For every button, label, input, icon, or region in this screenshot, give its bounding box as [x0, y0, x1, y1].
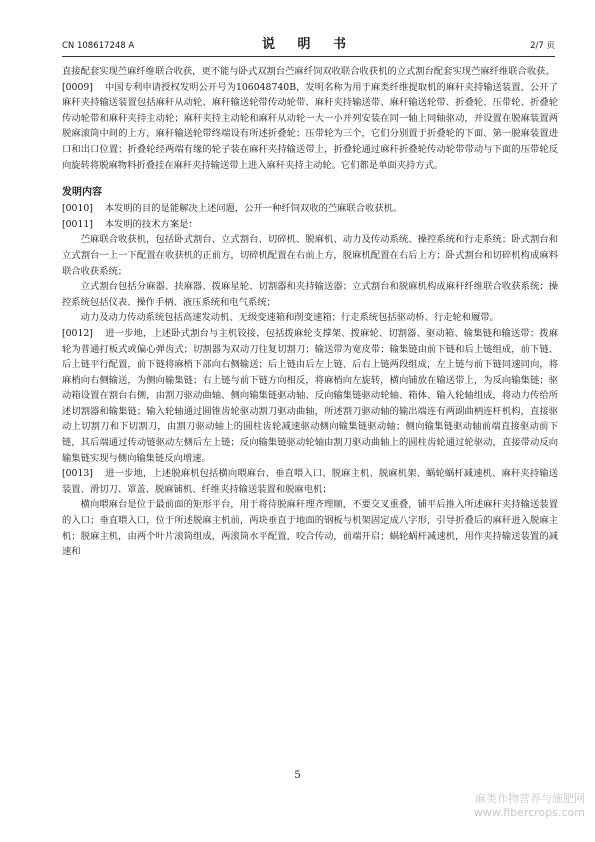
paragraph-0013: [0013] 进一步地，上述脱麻机包括横向喂麻台、垂直喂入口、脱麻主机、脱麻机架、蜗轮蜗杆减速机、麻秆夹持输送装置、滑切刀、罩盖、脱麻铺机、纤维夹持输送装置和脱麻电机； — [62, 468, 558, 495]
patent-number: CN 108617248 A — [62, 41, 135, 51]
paragraph-0010: [0010] 本发明的目的是能解决上述问题，公开一种纤饲双收的苎麻联合收获机。 — [62, 203, 403, 215]
paragraph-0012: [0012] 进一步地，上述卧式割台与主机铰接，包括拨麻轮支撑架、拨麻轮、切割器、驱动箱、输集链和输送带；拨麻轮为普通打板式或偏心弹齿式；切割器为双动刀往复切割刀；输送带为宽皮带；输集链由前下链和后上链组成，前下链、后上链平行配置，前下链将麻梢下部向右侧输送；后上链由后左上链、后右上链两段组成，左上链与前下链同速同向，将麻梢向右侧输送，为侧向输集链；右上链与前下链方向相反，将麻梢向左旋转，横向铺放在输送带上，为反向输集链；驱动箱设置在割台右侧，由割刀驱动曲轴、侧向输集链驱动轴、反向输集链驱动轮轴、箱体、输入轮轴组成，将动力传给所述切割器和输集链；输入轮轴通过圆锥齿轮驱动割刀驱动曲轴，所述割刀驱动轴的输出端连有两副曲柄连杆机构，直接驱动上切割刀和下切割刀，由割刀驱动轴上的圆柱齿轮减速驱动侧向输集链驱动轴；侧向输集链驱动轴前端直接驱动前下链，其后端通过传动链驱动左侧后左上链；反向输集链驱动轮轴由割刀驱动曲轴上的圆柱齿轮通过轮驱动，直接带动反向输集链实现与侧向输集链反向增速。 — [62, 327, 558, 464]
page-counter: 2/7 页 — [530, 41, 555, 51]
paragraph-0011-body-1: 苎麻联合收获机，包括卧式割台、立式割台、切碎机、脱麻机、动力及传动系统、操控系统和行走系统；卧式割台和立式割台一上一下配置在收获机的正前方，切碎机配置在右前上方，脱麻机配置在右后上方；卧式割台和切碎机构成麻料联合收获系统； — [62, 234, 558, 277]
page-header — [62, 30, 555, 57]
document-body — [62, 64, 558, 560]
site-watermark — [425, 792, 585, 820]
paragraph-0013-body: 横向喂麻台是位于最前面的矩形平台，用于将待脱麻秆理齐理顺，不要交叉重叠，铺平后推入所述麻秆夹持输送装置的入口；垂直喂入口，位于所述脱麻主机前，两块垂直于地面的钢板与机架固定成八字形，引导折叠后的麻秆进入脱麻主机；脱麻主机，由两个叶片滚筒组成，两滚筒水平配置，咬合传动，前端开启；蜗轮蜗杆减速机，用作夹持输送装置的减速和 — [62, 499, 558, 558]
paragraph-0011-body-2: 立式割台包括分麻器、扶麻器、拨麻星轮、切割器和夹持输送器；立式割台和脱麻机构成麻秆纤维联合收获系统；操控系统包括仪表、操作手柄、液压系统和电气系统； — [62, 281, 558, 308]
section-title: 发明内容 — [62, 187, 102, 199]
paragraph-0009: [0009] 中国专利申请授权发明公开号为106048740B，发明名称为用于麻类纤维提取机的麻秆夹持输送装置，公开了麻秆夹持输送装置包括麻秆从动轮、麻秆输送轮带传动轮带、麻秆夹持输送带、麻秆输送轮带、折叠轮、压带轮、折叠轮传动轮带和麻秆夹持主动轮；麻秆夹持主动轮和麻秆从动轮一大一小并列安装在同一轴上同轴驱动，并设置在脱麻装置两脱麻滚筒中间的上方，麻秆输送轮带终端设有所述折叠轮；压带轮为三个，它们分别置于折叠轮的下面、第一脱麻装置进口和出口位置；折叠轮经两端有缘的轮子装在麻秆夹持输送带上，折叠轮通过麻秆折叠轮传动轮带带动与下面的压带轮反向旋转将脱麻物料折叠挂在麻秆夹持输送带上进入麻秆夹持主动轮。它们都是单面夹持方式。 — [62, 81, 558, 171]
page-number: 5 — [294, 770, 301, 781]
paragraph-continued: 直接配套实现苎麻纤维联合收获，更不能与卧式双割台苎麻纤饲双收联合收获机的立式割台配套实现苎麻纤维联合收获。 — [62, 66, 555, 77]
paragraph-0011: [0011] 本发明的技术方案是： — [62, 218, 198, 230]
watermark-site-name: 麻类作物营养与施肥网 — [475, 792, 585, 805]
paragraph-0011-body-3: 动力及动力传动系统包括高速发动机、无级变速箱和削变速箱；行走系统包括驱动桥、行走轮和履带。 — [80, 312, 499, 324]
watermark-url: www.fibercrops.com — [473, 806, 585, 819]
document-title: 说 明 书 — [261, 37, 356, 52]
